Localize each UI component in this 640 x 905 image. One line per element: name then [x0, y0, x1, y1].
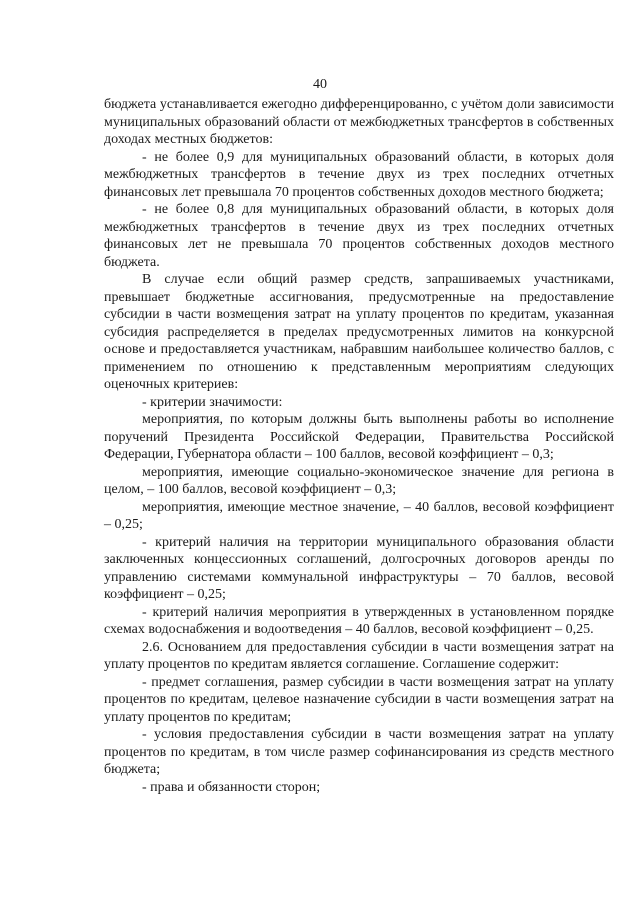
- paragraph-list-item: - критерий наличия мероприятия в утвержденных в установленном порядке схемах водоснабжения и водоотведения – 40 баллов, весовой коэффициент – 0,25.: [104, 604, 614, 637]
- page-number: 40: [313, 77, 327, 92]
- paragraph: В случае если общий размер средств, запрашиваемых участниками, превышает бюджетные ассигнования, предусмотренные на предоставление субсидии в части возмещения затрат на уплату процентов по кредитам, указанная субсидия распределяется в пределах предусмотренных лимитов на конкурсной основе и предоставляется участникам, набравшим наибольшее количество баллов, с применением по отношению к представленным мероприятиям следующих оценочных критериев:: [104, 272, 614, 392]
- paragraph-list-item: - критерий наличия на территории муниципального образования области заключенных концессионных соглашений, долгосрочных договоров аренды по управлению системами коммунальной инфраструктуры – 70 баллов, весовой коэффициент – 0,25;: [104, 534, 614, 602]
- paragraph-continuation: бюджета устанавливается ежегодно дифференцированно, с учётом доли зависимости муниципальных образований области от межбюджетных трансфертов в собственных доходах местных бюджетов:: [104, 97, 614, 147]
- paragraph-list-item: - условия предоставления субсидии в части возмещения затрат на уплату процентов по кредитам, в том числе размер софинансирования из средств местного бюджета;: [104, 727, 614, 777]
- paragraph: мероприятия, по которым должны быть выполнены работы во исполнение поручений Президента Российской Федерации, Правительства Российской Федерации, Губернатора области – 100 баллов, весовой коэффициент – 0,3;: [104, 412, 614, 462]
- paragraph-list-item: - права и обязанности сторон;: [142, 779, 321, 795]
- paragraph-section: 2.6. Основанием для предоставления субсидии в части возмещения затрат на уплату процентов по кредитам является соглашение. Соглашение содержит:: [104, 639, 614, 672]
- paragraph-list-item: - не более 0,9 для муниципальных образований области, в которых доля межбюджетных трансфертов в течение двух из трех последних отчетных финансовых лет превышала 70 процентов собственных доходов местного бюджета;: [104, 149, 614, 200]
- paragraph-list-item: - критерии значимости:: [142, 394, 283, 410]
- paragraph-list-item: - не более 0,8 для муниципальных образований области, в которых доля межбюджетных трансфертов в течение двух из трех последних отчетных финансовых лет не превышала 70 процентов собственных доходов местного бюджета.: [104, 202, 614, 270]
- paragraph: мероприятия, имеющие социально-экономическое значение для региона в целом, – 100 баллов, весовой коэффициент – 0,3;: [104, 464, 614, 497]
- paragraph: мероприятия, имеющие местное значение, – 40 баллов, весовой коэффициент – 0,25;: [104, 499, 614, 532]
- document-body: [104, 96, 614, 796]
- paragraph-list-item: - предмет соглашения, размер субсидии в части возмещения затрат на уплату процентов по кредитам, целевое назначение субсидии в части возмещения затрат на уплату процентов по кредитам;: [104, 674, 614, 725]
